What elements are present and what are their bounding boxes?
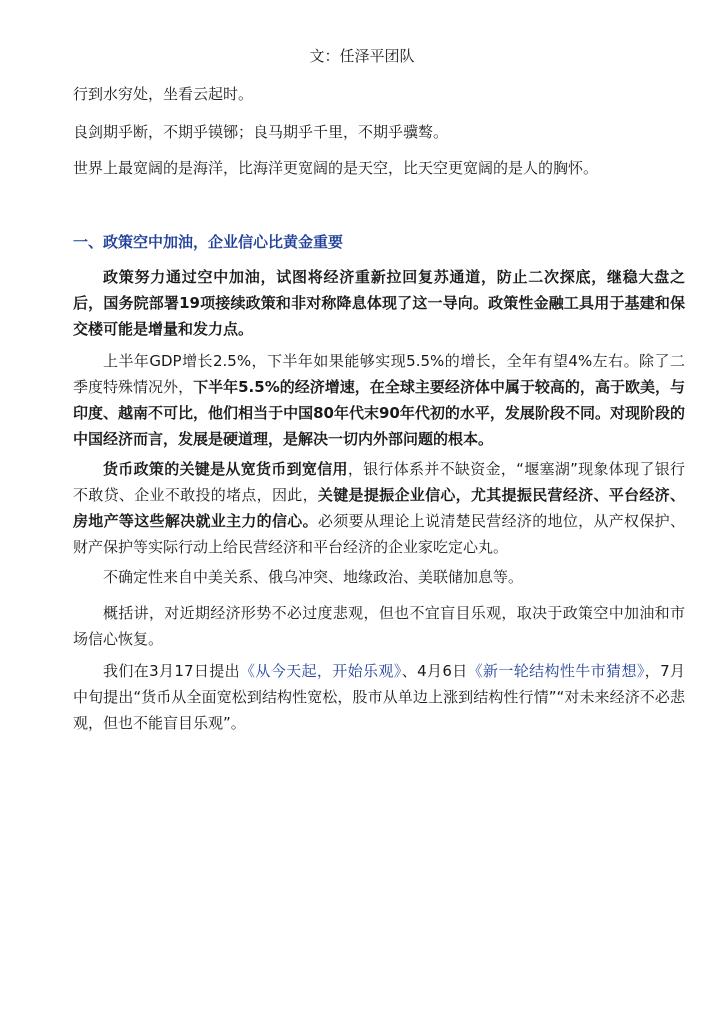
paragraph-3-text-2: 必须要从理论上说清楚民营经济的地位，从产权保护、财产保护等实际行动上给民营经济和平台经济的企业家吃定心丸。: [73, 512, 685, 556]
paragraph-3-bold-2: 关键是提振企业信心，尤其提振民营经济、平台经济、房地产等这些解决就业主力的信心。: [73, 486, 685, 530]
article-link-1[interactable]: 《从今天起，开始乐观》: [240, 662, 402, 680]
paragraph-2: [73, 348, 685, 452]
paragraph-6: [73, 658, 685, 736]
paragraph-4: 不确定性来自中美关系、俄乌冲突、地缘政治、美联储加息等。: [103, 568, 524, 586]
paragraph-3-text-1: ，银行体系并不缺资金，“堰塞湖”现象体现了银行不敢贷、企业不敢投的堵点，因此，: [73, 460, 685, 504]
article-link-2[interactable]: 《新一轮结构性牛市猜想》: [467, 662, 645, 680]
paragraph-1: 政策努力通过空中加油，试图将经济重新拉回复苏通道，防止二次探底，继稳大盘之后，国务院部署19项接续政策和非对称降息体现了这一导向。政策性金融工具用于基建和保交楼可能是增量和发力点。: [73, 268, 685, 338]
author-line: 文：任泽平团队: [309, 47, 415, 65]
paragraph-5: 概括讲，对近期经济形势不必过度悲观，但也不宜盲目乐观，取决于政策空中加油和市场信心恢复。: [73, 604, 685, 648]
quote-1: 行到水穷处，坐看云起时。: [73, 85, 254, 103]
quote-3: 世界上最宽阔的是海洋，比海洋更宽阔的是天空，比天空更宽阔的是人的胸怀。: [73, 159, 599, 177]
paragraph-6-text-2: 、4月6日: [401, 662, 468, 680]
paragraph-3: [73, 456, 685, 560]
paragraph-2-bold: 下半年5.5%的经济增速，在全球主要经济体中属于较高的，高于欧美，与印度、越南不可比，他们相当于中国80年代末90年代初的水平，发展阶段不同。对现阶段的中国经济而言，发展是硬道理，是解决一切内外部问题的根本。: [73, 378, 685, 448]
paragraph-6-text-3: ，7月中旬提出“货币从全面宽松到结构性宽松，股市从单边上涨到结构性行情”“对未来经济不必悲观，但也不能盲目乐观”。: [73, 662, 686, 732]
paragraph-3-bold-1: 货币政策的关键是从宽货币到宽信用: [103, 460, 348, 478]
paragraph-2-text: 上半年GDP增长2.5%，下半年如果能够实现5.5%的增长，全年有望4%左右。除了二季度特殊情况外，: [73, 352, 685, 396]
quote-2: 良剑期乎断，不期乎镆铘；良马期乎千里，不期乎骥骜。: [73, 123, 449, 141]
section-heading: 一、政策空中加油，企业信心比黄金重要: [73, 233, 344, 251]
paragraph-6-text-1: 我们在3月17日提出: [103, 662, 241, 680]
